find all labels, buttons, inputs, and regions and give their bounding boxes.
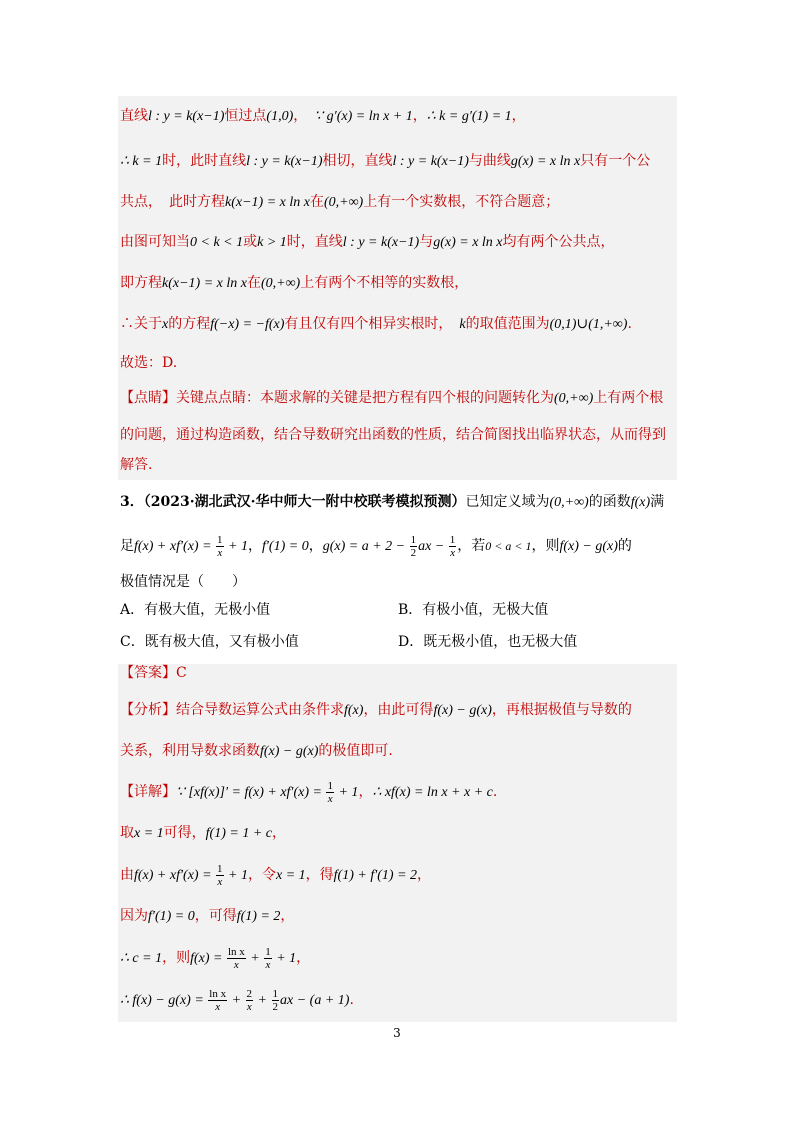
detail-line-2 [120, 823, 676, 844]
text: 【分析】结合导数运算公式由条件求 [120, 702, 344, 718]
math: + [228, 993, 245, 1008]
text: 已知定义域为 [465, 494, 550, 510]
math: f(x) + xf′(x) = [134, 539, 216, 554]
math: l : y = k(x−1) [148, 109, 225, 124]
text: ， [280, 908, 295, 924]
math: + [246, 951, 264, 966]
text: ， [412, 108, 427, 124]
solution-line-4 [120, 232, 676, 253]
fraction [216, 534, 224, 559]
question-source: （2023·湖北武汉·华中师大一附中校联考模拟预测） [143, 494, 466, 510]
text: 可得， [163, 825, 206, 841]
detail-line-6 [120, 984, 676, 1017]
math: x = 1 [134, 826, 164, 841]
math: + 1 [224, 868, 248, 883]
text: ，可得 [194, 908, 237, 924]
math: (0,+∞) [549, 495, 589, 510]
text: 因为 [120, 908, 148, 924]
math: ∴ k = g′(1) = 1 [426, 109, 512, 124]
tip-line-2: 的问题，通过构造函数，结合导数研究出函数的性质，结合简图找出临界状态，从而得到 [120, 427, 666, 443]
math: (0,+∞) [323, 195, 364, 210]
denominator: x [265, 958, 271, 971]
text: 上有两个根 [593, 390, 664, 406]
math: (0,1)∪(1,+∞) [549, 317, 628, 332]
math: k [459, 317, 466, 332]
fraction [227, 946, 246, 971]
denominator: x [327, 792, 333, 805]
math: ax − [418, 539, 448, 554]
text: 的方程 [168, 316, 211, 332]
solution-line-7: 故选：D. [120, 355, 178, 371]
text: 的 [617, 538, 632, 554]
text: 相切，直线 [322, 153, 393, 169]
numerator: 1 [272, 987, 278, 1000]
text: 足 [120, 538, 134, 554]
detail-line-1 [120, 777, 676, 808]
math: f(x) [344, 703, 364, 718]
question-3-stem [120, 492, 676, 513]
text: 共点， 此时方程 [120, 194, 225, 210]
math: f(x) − g(x) [260, 744, 319, 759]
math: f(x) − g(x) [433, 703, 492, 718]
math: (0,+∞) [260, 276, 301, 291]
text: ，由此可得 [363, 702, 434, 718]
denominator: x [450, 546, 455, 559]
text: ，得 [305, 867, 334, 883]
solution-line-6 [120, 314, 676, 335]
text: ， [272, 825, 286, 841]
text: ， [358, 784, 373, 800]
text: 关系，利用导数求函数 [120, 743, 260, 759]
math: k > 1 [257, 235, 287, 250]
math: x [162, 317, 169, 332]
text: ， [247, 538, 262, 554]
text: 时，此时直线 [162, 153, 247, 169]
text: 在 [309, 194, 324, 210]
math: l : y = k(x−1) [342, 235, 420, 250]
text: ， [293, 108, 315, 124]
math: (1,0) [266, 109, 294, 124]
fraction [449, 534, 457, 559]
fraction [326, 780, 334, 805]
text: ， [296, 950, 311, 966]
math: ∴ f(x) − g(x) = [120, 993, 208, 1008]
text: . [349, 992, 354, 1008]
option-b[interactable]: B．有极小值，无极大值 [398, 602, 549, 618]
numerator: 1 [217, 533, 223, 546]
answer-label: 【答案】C [120, 665, 187, 681]
solution-line-2 [120, 151, 676, 172]
fraction [246, 988, 254, 1013]
text: ， [308, 538, 323, 554]
numerator: 1 [217, 862, 223, 875]
text: ， [417, 867, 432, 883]
text: 只有一个公 [580, 153, 651, 169]
math: ∵ g′(x) = ln x + 1 [314, 109, 413, 124]
text: 由图可知当 [120, 234, 190, 250]
math: 0 < k < 1 [190, 235, 244, 250]
denominator: x [217, 546, 223, 559]
solution-line-3 [120, 192, 676, 213]
math: ∴ xf(x) = ln x + x + c [372, 785, 493, 800]
math: f′(1) = 0 [261, 539, 309, 554]
text: 在 [246, 275, 261, 291]
math: f(x) + xf′(x) = [134, 868, 216, 883]
math: f(x) [630, 495, 651, 510]
solution-line-1 [120, 106, 676, 127]
detail-line-4 [120, 906, 676, 927]
text: 均有两个公共点， [502, 234, 615, 250]
text: 恒过点 [224, 108, 267, 124]
math: g(x) = x ln x [510, 154, 581, 169]
detail-line-3 [120, 860, 676, 891]
math: l : y = k(x−1) [246, 154, 323, 169]
numerator: 1 [410, 533, 417, 546]
text: ，则 [531, 538, 560, 554]
question-3-ask: 极值情况是（ ） [120, 574, 246, 590]
math: f′(1) = 0 [148, 909, 195, 924]
math: f(x) − g(x) [559, 539, 618, 554]
fraction [208, 988, 227, 1013]
text: ，若 [457, 538, 486, 554]
numerator: ln x [209, 987, 227, 1000]
math: f(1) + f′(1) = 2 [333, 868, 418, 883]
math: 0 < a < 1 [485, 539, 532, 553]
tip-line-1 [120, 388, 676, 409]
text: 的取值范围为 [465, 316, 550, 332]
text: 时，直线 [286, 234, 343, 250]
option-a[interactable]: A．有极大值，无极小值 [120, 602, 271, 618]
math: + 1 [334, 785, 359, 800]
text: 与曲线 [468, 153, 511, 169]
denominator: x [215, 1000, 221, 1013]
math: k(x−1) = x ln x [225, 195, 310, 210]
numerator: 1 [327, 779, 333, 792]
math: ∵ [xf(x)]′ = f(x) + xf′(x) = [176, 785, 326, 800]
question-3-conditions [120, 531, 676, 562]
text: 由 [120, 867, 134, 883]
numerator: 1 [449, 533, 456, 546]
numerator: 1 [265, 945, 271, 958]
text: 满 [650, 494, 665, 510]
text: 【详解】 [120, 784, 176, 800]
text: ， [511, 108, 526, 124]
math: f(−x) = −f(x) [210, 317, 285, 332]
analysis-line-1 [120, 700, 676, 721]
text: 的函数 [588, 494, 631, 510]
text: 有且仅有四个相异实根时， [284, 316, 460, 332]
math: f(x) = [190, 951, 226, 966]
denominator: 2 [272, 1000, 278, 1013]
text: 上有两个不相等的实数根， [300, 275, 469, 291]
analysis-line-2 [120, 741, 676, 762]
text: ∴关于 [120, 316, 162, 332]
text: ，再根据极值与导数的 [491, 702, 632, 718]
math: + 1 [224, 539, 248, 554]
detail-line-5 [120, 942, 676, 975]
fraction [264, 946, 272, 971]
text: 取 [120, 825, 134, 841]
math: l : y = k(x−1) [392, 154, 469, 169]
text: ，令 [247, 867, 276, 883]
fraction [272, 988, 280, 1013]
denominator: 2 [410, 546, 417, 559]
math: f(1) = 1 + c [205, 826, 272, 841]
text: 【点睛】关键点点睛：本题求解的关键是把方程有四个根的问题转化为 [120, 390, 554, 406]
fraction [216, 863, 224, 888]
option-c[interactable]: C．既有极大值，又有极小值 [120, 634, 299, 650]
text: 即方程 [120, 275, 162, 291]
question-number: 3． [120, 494, 144, 510]
text: ，则 [162, 950, 191, 966]
text: . [627, 316, 632, 332]
math: ax − (a + 1) [280, 993, 350, 1008]
text: 或 [243, 234, 258, 250]
math: (0,+∞) [554, 391, 594, 406]
fraction [410, 534, 418, 559]
text: 直线 [120, 108, 148, 124]
math: ∴ c = 1 [120, 951, 163, 966]
numerator: 2 [246, 987, 253, 1000]
text: 上有一个实数根，不符合题意； [363, 194, 560, 210]
solution-line-5 [120, 273, 676, 294]
math: g(x) = x ln x [433, 235, 503, 250]
math: x = 1 [275, 868, 306, 883]
denominator: x [246, 1000, 252, 1013]
text: 的极值即可. [318, 743, 393, 759]
text: 与 [419, 234, 434, 250]
math: k(x−1) = x ln x [162, 276, 247, 291]
tip-line-3: 解答. [120, 457, 153, 473]
math: + 1 [272, 951, 297, 966]
math: g(x) = a + 2 − [322, 539, 409, 554]
math: ∴ k = 1 [120, 154, 163, 169]
denominator: x [217, 875, 223, 888]
page-number: 3 [393, 1026, 401, 1040]
option-d[interactable]: D．既无极小值，也无极大值 [398, 634, 578, 650]
math: + [254, 993, 271, 1008]
numerator: ln x [227, 945, 245, 958]
math: f(1) = 2 [236, 909, 281, 924]
denominator: x [233, 958, 239, 971]
text: . [492, 784, 498, 800]
